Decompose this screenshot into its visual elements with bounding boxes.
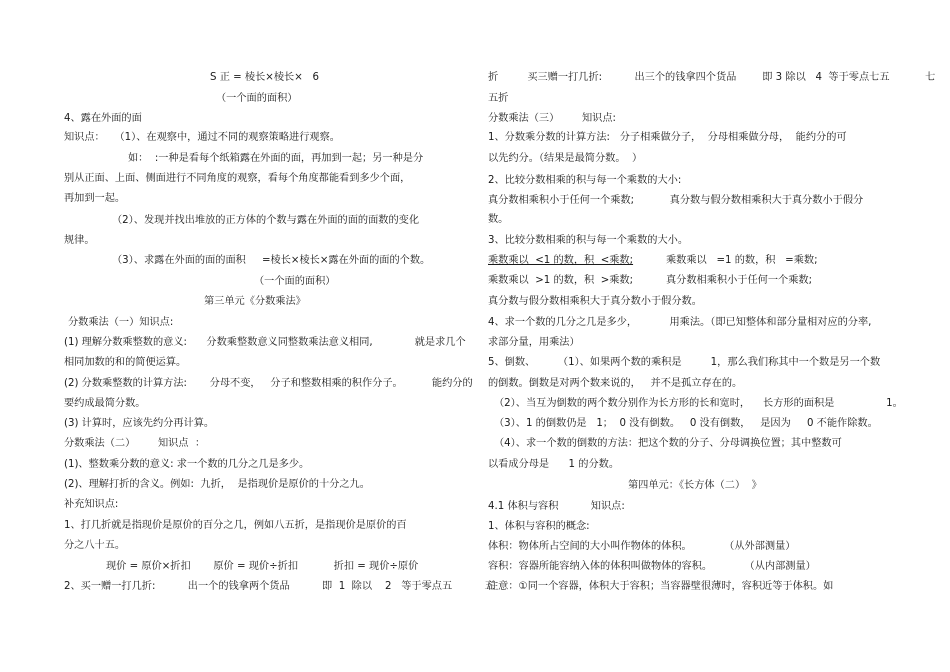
text-line: 如： :一种是看每个纸箱露在外面的面，再加到一起；另一种是分 [128, 153, 424, 164]
section-heading: 第三单元《分数乘法》 [204, 296, 306, 307]
text-line: 知识点： （1）、在观察中，通过不同的观察策略进行观察。 [64, 132, 340, 143]
text-line: (1) 理解分数乘整数的意义: 分数乘整数意义同整数乘法意义相同, 就是求几个 [64, 337, 466, 348]
text-line: 体积：物体所占空间的大小叫作物体的体积。 （从外部测量） [488, 541, 796, 552]
text-line: 1、打几折就是指现价是原价的百分之几，例如八五折，是指现价是原价的百 [64, 520, 407, 531]
text-line: 1、体积与容积的概念: [488, 521, 590, 532]
text-line: 分数乘法（二） 知识点 ： [64, 438, 206, 449]
text-line: 以看成分母是 1 的分数。 [488, 459, 620, 470]
text-line: （3）、求露在外面的面的面积 =棱长×棱长×露在外面的面的个数。 [112, 255, 431, 266]
text-line: (2) 分数乘整数的计算方法: 分母不变， 分子和整数相乘的积作分子。 能约分的 [64, 378, 473, 389]
text-line: 五折 [488, 93, 509, 104]
text-line: （4）、求一个数的倒数的方法：把这个数的分子、分母调换位置；其中整数可 [494, 438, 842, 449]
text-line: 以先约分。（结果是最简分数。 ） [488, 153, 643, 164]
text-line: S 正 = 棱长×棱长× 6 [210, 72, 319, 83]
text-line: （3）、1 的倒数仍是 1； 0 没有倒数。 0 没有倒数， 是因为 0 不能作除数。 [494, 418, 878, 429]
text-line: 乘数乘以 =1 的数，积 =乘数; [666, 255, 818, 266]
formula-line: 现价 = 原价×折扣 原价 = 现价÷折扣 折扣 = 现价÷原价 [106, 561, 419, 572]
text-line: 容积：容器所能容纳入体的体积叫做物体的容积。 （从内部测量） [488, 561, 816, 572]
text-line: (2)、理解打折的含义。例如: 九折， 是指现价是原价的十分之九。 [64, 479, 370, 490]
text-line: （一个面的面积） [254, 276, 336, 287]
text-line: 再加到一起。 [64, 193, 126, 204]
text-line: 分数乘法（三） 知识点: [488, 113, 616, 124]
text-line: （2）、当互为倒数的两个数分别作为长方形的长和宽时， 长方形的面积是 1。 [494, 398, 903, 409]
text-line: 的倒数。倒数是对两个数来说的， 并不是孤立存在的。 [488, 378, 743, 389]
text-line: 求部分量，用乘法） [488, 337, 580, 348]
text-line: 真分数与假分数相乘积大于真分数小于假分数。 [488, 296, 702, 307]
text-line: 4、露在外面的面 [64, 113, 142, 124]
text-line: 补充知识点: [64, 499, 119, 510]
text-line: (1)、整数乘分数的意义: 求一个数的几分之几是多少。 [64, 459, 310, 470]
text-line: （2）、发现并找出堆放的正方体的个数与露在外面的面的面数的变化 [112, 215, 420, 226]
text-line: 乘数乘以 <1 的数，积 <乘数; [488, 255, 634, 266]
text-line: 规律。 [64, 235, 95, 246]
text-line: 数。 [488, 214, 509, 225]
text-line: 要约成最简分数。 [64, 398, 146, 409]
text-line: 分数乘法（一）知识点: [68, 317, 174, 328]
text-line: 分之八十五。 [64, 540, 126, 551]
text-line: 2、买一赠一打几折: 出一个的钱拿两个货品 即 1 除以 2 等于零点五 五 [64, 581, 495, 592]
text-line: 乘数乘以 >1 的数，积 >乘数; [488, 275, 634, 286]
text-line: 4、求一个数的几分之几是多少， 用乘法。（即已知整体和部分量相对应的分率, [488, 317, 872, 328]
text-line: 4.1 体积与容积 知识点: [488, 501, 625, 512]
section-heading: 第四单元：《长方体（二） 》 [628, 480, 762, 491]
text-line: (3) 计算时，应该先约分再计算。 [64, 418, 215, 429]
text-line: 真分数相乘积小于任何一个乘数; 真分数与假分数相乘积大于真分数小于假分 [488, 195, 864, 206]
text-line: 1、分数乘分数的计算方法: 分子相乘做分子， 分母相乘做分母， 能约分的可 [488, 132, 847, 143]
text-line: 真分数相乘积小于任何一个乘数; [666, 275, 813, 286]
text-line: 2、比较分数相乘的积与每一个乘数的大小: [488, 175, 682, 186]
text-line: 注意：①同一个容器，体积大于容积；当容器壁很薄时，容积近等于体积。如 [488, 581, 834, 592]
text-line: 相同加数的和的简便运算。 [64, 357, 187, 368]
text-line: 5、倒数、 （1）、如果两个数的乘积是 1，那么我们称其中一个数是另一个数 [488, 357, 881, 368]
text-line: 折 买三赠一打几折: 出三个的钱拿四个货品 即 3 除以 4 等于零点七五 七 [488, 72, 936, 83]
text-line: （一个面的面积） [216, 93, 298, 104]
text-line: 3、比较分数相乘的积与每一个乘数的大小。 [488, 235, 689, 246]
text-line: 别从正面、上面、侧面进行不同角度的观察，看每个角度都能看到多少个面， [64, 173, 411, 184]
